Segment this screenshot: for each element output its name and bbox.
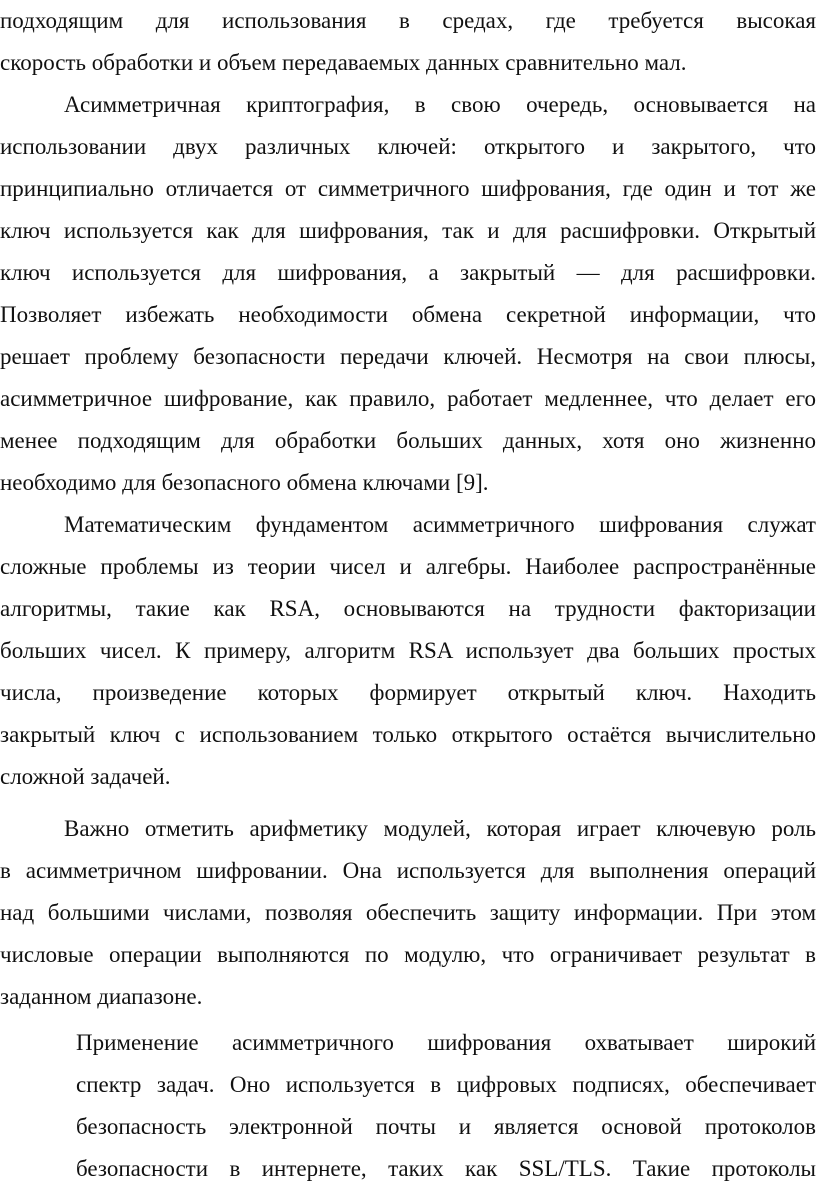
text-line: в асимметричном шифровании. Она используется для выполнения операций xyxy=(0,858,816,883)
text-line: больших чисел. К примеру, алгоритм RSA использует два больших простых xyxy=(0,638,816,663)
text-line: алгоритмы, такие как RSA, основываются на трудности факторизации xyxy=(0,596,816,621)
text-line: скорость обработки и объем передаваемых данных сравнительно мал. xyxy=(0,50,687,75)
text-line: безопасности в интернете, таких как SSL/TLS. Такие протоколы xyxy=(76,1156,816,1181)
text-line: принципиально отличается от симметричного шифрования, где один и тот же xyxy=(0,176,816,201)
paragraph-first-line: Важно отметить арифметику модулей, которая играет ключевую роль xyxy=(64,816,816,841)
text-line: закрытый ключ с использованием только открытого остаётся вычислительно xyxy=(0,722,816,747)
text-line: сложные проблемы из теории чисел и алгебры. Наиболее распространённые xyxy=(0,554,816,579)
text-line: спектр задач. Оно используется в цифровых подписях, обеспечивает xyxy=(76,1072,816,1097)
text-line: над большими числами, позволяя обеспечить защиту информации. При этом xyxy=(0,900,816,925)
text-line: безопасность электронной почты и является основой протоколов xyxy=(76,1114,816,1139)
text-line: необходимо для безопасного обмена ключами [9]. xyxy=(0,470,489,495)
text-line: числа, произведение которых формирует открытый ключ. Находить xyxy=(0,680,816,705)
text-line: заданном диапазоне. xyxy=(0,984,203,1009)
text-line: подходящим для использования в средах, где требуется высокая xyxy=(0,8,816,33)
text-line: использовании двух различных ключей: открытого и закрытого, что xyxy=(0,134,816,159)
text-line: сложной задачей. xyxy=(0,764,171,789)
text-line: асимметричное шифрование, как правило, работает медленнее, что делает его xyxy=(0,386,816,411)
text-line: Позволяет избежать необходимости обмена секретной информации, что xyxy=(0,302,816,327)
paragraph-first-line: Математическим фундаментом асимметричного шифрования служат xyxy=(64,512,816,537)
text-line: ключ используется для шифрования, а закрытый — для расшифровки. xyxy=(0,260,816,285)
text-line: ключ используется как для шифрования, так и для расшифровки. Открытый xyxy=(0,218,816,243)
text-line: решает проблему безопасности передачи ключей. Несмотря на свои плюсы, xyxy=(0,344,816,369)
text-line: числовые операции выполняются по модулю, что ограничивает результат в xyxy=(0,942,816,967)
text-line: менее подходящим для обработки больших данных, хотя оно жизненно xyxy=(0,428,816,453)
text-line: Применение асимметричного шифрования охватывает широкий xyxy=(76,1030,816,1055)
paragraph-first-line: Асимметричная криптография, в свою очередь, основывается на xyxy=(64,92,816,117)
